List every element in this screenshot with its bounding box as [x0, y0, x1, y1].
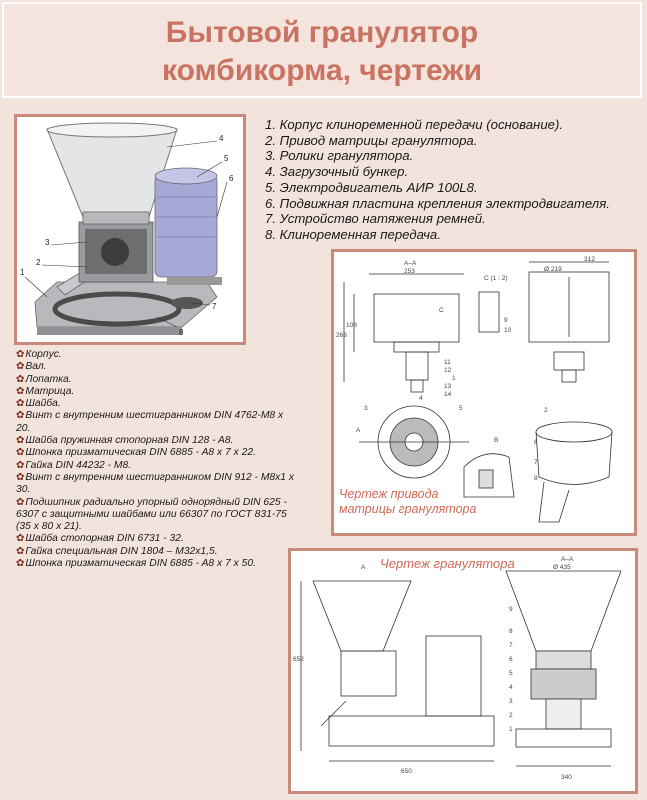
pz-dim-652: 652: [293, 656, 304, 663]
pelletizer-drawing: [288, 548, 638, 794]
spec-item: ✿ Подшипник радиально упорный однорядный DIN 625 - 6307 с защитными шайбами или 66307 по ГОСТ 831-75 (35 x 80 x 21).: [16, 497, 294, 534]
pz-callout: 7: [509, 642, 513, 649]
parts-list-item: 7. Устройство натяжения ремней.: [265, 211, 486, 227]
spec-item: ✿ Винт с внутренним шестигранником DIN 4762-M8 x 20.: [16, 410, 294, 435]
pz-callout: 8: [509, 628, 513, 635]
spec-item: ✿ Гайка DIN 44232 - M8.: [16, 460, 294, 472]
photo-callout-2: 2: [36, 258, 41, 267]
dd-view-label: B: [494, 437, 499, 444]
parts-list-item: 6. Подвижная пластина крепления электродвигателя.: [265, 195, 610, 211]
pelletizer-illustration: [17, 117, 243, 342]
die-drive-caption: Чертеж привода матрицы гранулятора: [339, 487, 477, 516]
spec-item: ✿ Корпус.: [16, 349, 294, 361]
page-title: [4, 14, 640, 90]
dd-callout: 9: [504, 317, 508, 324]
dd-dim-268: 268: [336, 332, 347, 339]
dd-callout: 7: [534, 459, 538, 466]
photo-callout-7: 7: [212, 302, 217, 311]
dd-callout: 6: [534, 439, 538, 446]
spec-item: ✿ Шайба пружинная стопорная DIN 128 - A8.: [16, 435, 294, 447]
dd-section-label: A–A: [404, 260, 417, 267]
pz-callout: 3: [509, 698, 513, 705]
dd-callout: 5: [459, 405, 463, 412]
spec-item: ✿ Винт с внутренним шестигранником DIN 912 - M8x1 x 30.: [16, 472, 294, 497]
spec-item: ✿ Шпонка призматическая DIN 6885 - A8 x 7 x 50.: [16, 558, 294, 570]
photo-callout-3: 3: [45, 238, 50, 247]
parts-list-item: 4. Загрузочный бункер.: [265, 164, 409, 180]
dd-callout: 1: [452, 375, 456, 382]
pz-dim-650: 650: [401, 768, 412, 775]
dd-callout: 13: [444, 383, 452, 390]
pelletizer-caption: Чертеж гранулятора: [380, 556, 515, 571]
pz-callout: 4: [509, 684, 513, 691]
parts-list-item: 3. Ролики гранулятора.: [265, 148, 414, 164]
dd-dim-312: 312: [584, 256, 595, 263]
pz-mark-a: A: [361, 564, 366, 571]
spec-item: ✿ Шайба.: [16, 398, 294, 410]
pz-callout: 5: [509, 670, 513, 677]
dd-callout: 2: [544, 407, 548, 414]
pz-dim-340: 340: [561, 774, 572, 781]
title-line-1: Бытовой гранулятор: [165, 16, 479, 49]
parts-list-item: 1. Корпус клиноременной передачи (основание).: [265, 117, 564, 132]
pz-callout: 1: [509, 726, 513, 733]
photo-callout-4: 4: [219, 134, 224, 143]
photo-callout-6: 6: [229, 174, 234, 183]
title-line-2: комбикорма, чертежи: [161, 54, 483, 87]
pz-callout: 2: [509, 712, 513, 719]
specification-list: [16, 349, 294, 570]
title-banner: [2, 2, 642, 98]
dd-callout: 12: [444, 367, 452, 374]
dd-callout: 14: [444, 391, 452, 398]
pz-section-label: A–A: [561, 556, 574, 563]
spec-item: ✿ Лопатка.: [16, 374, 294, 386]
pelletizer-photo: [14, 114, 246, 345]
parts-list-item: 2. Привод матрицы гранулятора.: [265, 132, 478, 148]
dd-callout: 4: [419, 395, 423, 402]
pz-dim-435: Ø 435: [553, 564, 571, 571]
pelletizer-sketch: [291, 551, 635, 791]
spec-item: ✿ Шпонка призматическая DIN 6885 - A8 x 7 x 22.: [16, 447, 294, 459]
dd-mark-c: C: [439, 307, 444, 314]
parts-list-item: 8. Клиноременная передача.: [265, 226, 441, 242]
dd-dim-108: 108: [346, 322, 357, 329]
spec-item: ✿ Вал.: [16, 361, 294, 373]
spec-item: ✿ Матрица.: [16, 386, 294, 398]
photo-callout-8: 8: [179, 328, 184, 337]
photo-callout-5: 5: [224, 154, 229, 163]
spec-item: ✿ Шайба стопорная DIN 6731 - 32.: [16, 533, 294, 545]
spec-item: ✿ Гайка специальная DIN 1804 – M32x1,5.: [16, 546, 294, 558]
dd-callout: 11: [444, 359, 451, 366]
photo-callout-1: 1: [20, 268, 25, 277]
dd-detail-label: C (1 : 2): [484, 275, 508, 282]
dd-callout: 10: [504, 327, 512, 334]
dd-callout: 8: [534, 475, 538, 482]
dd-dim-253: 253: [404, 268, 415, 275]
dd-dim-219: Ø 219: [544, 266, 562, 273]
pz-callout: 9: [509, 606, 513, 613]
parts-list: [265, 117, 645, 243]
pz-callout: 6: [509, 656, 513, 663]
dd-mark-a: A: [356, 427, 361, 434]
dd-callout: 3: [364, 405, 368, 412]
parts-list-item: 5. Электродвигатель АИР 100L8.: [265, 179, 478, 195]
